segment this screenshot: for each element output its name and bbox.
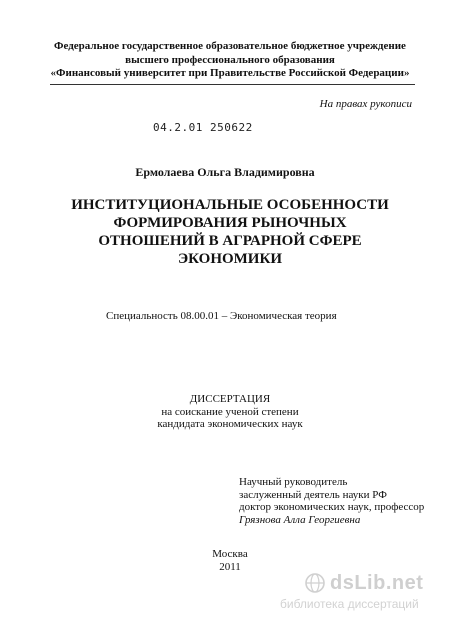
degree-line-2: на соискание ученой степени bbox=[161, 405, 299, 418]
institution-line-3: «Финансовый университет при Правительстве Российской Федерации» bbox=[50, 67, 410, 79]
header-divider bbox=[50, 84, 415, 85]
globe-icon bbox=[304, 572, 326, 594]
institution-line-1: Федеральное государственное образовательное бюджетное учреждение bbox=[54, 40, 406, 52]
advisor-line-1: Научный руководитель bbox=[239, 476, 348, 488]
title-line-3: ОТНОШЕНИЙ В АГРАРНОЙ СФЕРЕ bbox=[98, 233, 362, 249]
year: 2011 bbox=[219, 561, 241, 573]
institution-header bbox=[40, 40, 420, 81]
site-watermark bbox=[280, 570, 445, 616]
title-line-2: ФОРМИРОВАНИЯ РЫНОЧНЫХ bbox=[113, 215, 347, 231]
advisor-block bbox=[239, 476, 424, 526]
registration-stamp-number: 04.2.01 250622 bbox=[153, 121, 253, 134]
author-name: Ермолаева Ольга Владимировна bbox=[135, 165, 315, 179]
dissertation-title bbox=[40, 196, 420, 268]
degree-block bbox=[0, 393, 450, 431]
advisor-line-2: заслуженный деятель науки РФ bbox=[239, 488, 387, 501]
title-line-4: ЭКОНОМИКИ bbox=[177, 251, 283, 267]
degree-line-1: ДИССЕРТАЦИЯ bbox=[189, 393, 271, 405]
watermark-logo: dsLib.net bbox=[330, 572, 424, 594]
city-name: Москва bbox=[212, 548, 248, 560]
institution-line-2: высшего профессионального образования bbox=[125, 53, 335, 66]
advisor-line-3: доктор экономических наук, профессор bbox=[239, 501, 425, 513]
title-line-1: ИНСТИТУЦИОНАЛЬНЫЕ ОСОБЕННОСТИ bbox=[71, 197, 389, 213]
manuscript-rights-note: На правах рукописи bbox=[319, 98, 412, 110]
watermark-subtitle: библиотека диссертаций bbox=[280, 597, 419, 611]
specialty-line: Специальность 08.00.01 – Экономическая теория bbox=[106, 310, 337, 322]
advisor-name: Грязнова Алла Георгиевна bbox=[239, 513, 361, 526]
degree-line-3: кандидата экономических наук bbox=[157, 418, 303, 430]
